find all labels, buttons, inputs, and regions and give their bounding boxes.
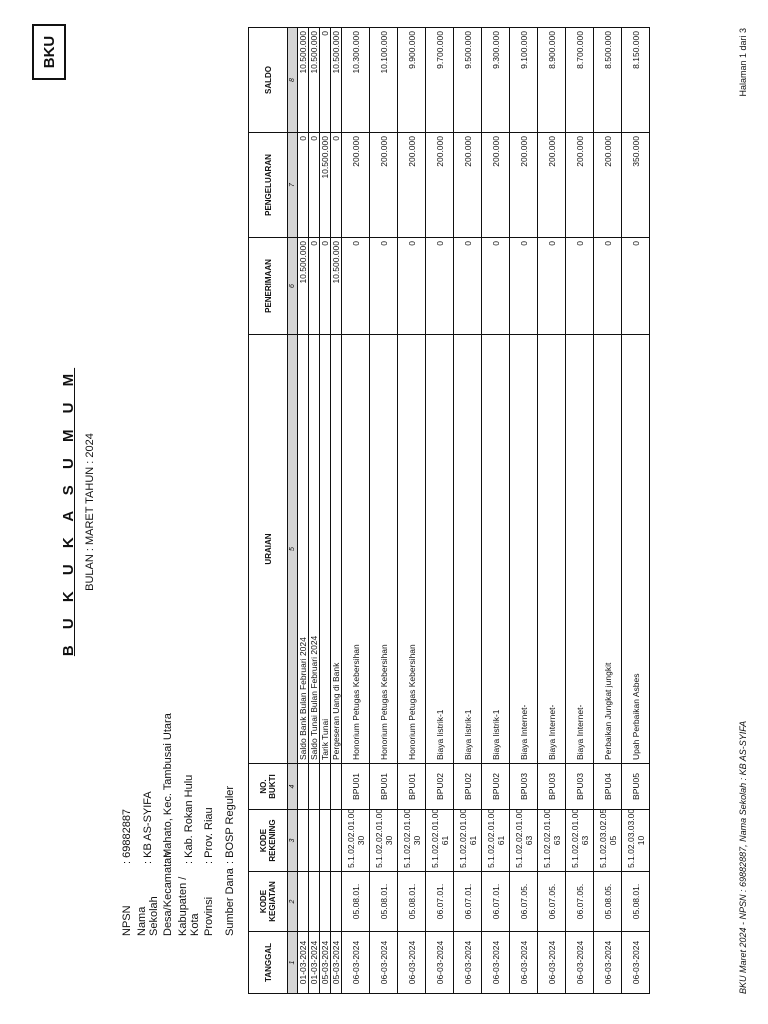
info-label: Sumber Dana [223,868,236,936]
cell-tanggal: 06-03-2024 [622,932,650,994]
cell-pengeluaran: 0 [331,133,342,238]
info-row [199,713,220,936]
cell-kode-kegiatan [320,872,331,932]
info-value: : KB AS-SYIFA [141,791,154,864]
header-kode-rekening: KODE REKENING [249,810,288,872]
cell-uraian: Honorium Petugas Kebersihan [398,335,426,764]
cell-kode-rekening [298,810,309,872]
cell-saldo: 10.500.000 [331,28,342,133]
cell-tanggal: 06-03-2024 [398,932,426,994]
cell-tanggal: 05-03-2024 [320,932,331,994]
cell-no-bukti [320,764,331,810]
cell-saldo: 8.900.000 [538,28,566,133]
cell-no-bukti [331,764,342,810]
cell-kode-rekening: 5.1.02.02.01.00 61 [482,810,510,872]
cell-kode-kegiatan [309,872,320,932]
document-subtitle: BULAN : MARET TAHUN : 2024 [84,433,96,591]
table-row [538,28,566,994]
header-kode-kegiatan: KODE KEGIATAN [249,872,288,932]
table-body [298,28,650,994]
cell-penerimaan: 0 [566,238,594,335]
bku-badge: BKU [32,24,66,80]
cell-penerimaan: 0 [454,238,482,335]
column-number: 7 [288,133,298,238]
header-saldo: SALDO [249,28,288,133]
cell-kode-rekening: 5.1.02.02.01.00 61 [426,810,454,872]
cell-penerimaan: 10.500.000 [298,238,309,335]
cell-penerimaan: 0 [510,238,538,335]
cell-tanggal: 06-03-2024 [454,932,482,994]
page-number: Halaman 1 dari 3 [738,28,748,97]
info-row [158,713,179,936]
table-row [510,28,538,994]
cell-no-bukti: BPU03 [510,764,538,810]
info-row [176,713,201,936]
cell-tanggal: 06-03-2024 [538,932,566,994]
cell-tanggal: 06-03-2024 [426,932,454,994]
table-row [342,28,370,994]
cell-uraian: Biaya listrik-1 [482,335,510,764]
info-label: Nama Sekolah [135,896,160,936]
cell-kode-rekening: 5.1.02.02.01.00 30 [370,810,398,872]
cell-uraian: Biaya Internet- [566,335,594,764]
cell-no-bukti: BPU03 [538,764,566,810]
cell-penerimaan: 0 [320,238,331,335]
info-row [117,713,138,936]
cell-penerimaan: 0 [622,238,650,335]
header-tanggal: TANGGAL [249,932,288,994]
cell-kode-rekening: 5.1.02.02.01.00 63 [566,810,594,872]
cell-no-bukti: BPU01 [398,764,426,810]
cell-kode-rekening [309,810,320,872]
cell-saldo: 9.100.000 [510,28,538,133]
cell-pengeluaran: 0 [298,133,309,238]
cell-no-bukti [298,764,309,810]
cell-penerimaan: 0 [426,238,454,335]
table-row [309,28,320,994]
cell-pengeluaran: 200.000 [398,133,426,238]
cell-kode-kegiatan: 05.08.05. [594,872,622,932]
document-title: B U K U K A S U M U M [60,367,77,657]
cell-uraian: Biaya listrik-1 [454,335,482,764]
column-number: 3 [288,810,298,872]
cell-saldo: 8.500.000 [594,28,622,133]
header-no-bukti: NO. BUKTI [249,764,288,810]
column-number: 5 [288,335,298,764]
cell-no-bukti: BPU01 [342,764,370,810]
table-header-row [249,28,288,994]
cell-pengeluaran: 200.000 [594,133,622,238]
cell-pengeluaran: 200.000 [538,133,566,238]
column-number: 2 [288,872,298,932]
table-row [370,28,398,994]
cell-tanggal: 06-03-2024 [482,932,510,994]
table-row [566,28,594,994]
footer-note: BKU Maret 2024 - NPSN : 69882887, Nama Sekolah : KB AS-SYIFA [738,720,748,994]
cell-kode-kegiatan: 05.08.01. [622,872,650,932]
cell-uraian: Upah Perbaikan Asbes [622,335,650,764]
cell-kode-rekening: 5.1.02.02.01.00 61 [454,810,482,872]
cell-pengeluaran: 200.000 [510,133,538,238]
cell-kode-rekening: 5.1.02.02.01.00 63 [510,810,538,872]
cell-penerimaan: 10.500.000 [331,238,342,335]
cell-pengeluaran: 200.000 [370,133,398,238]
cell-uraian: Perbaikan Jungkat jungkit [594,335,622,764]
cell-tanggal: 06-03-2024 [566,932,594,994]
cell-uraian: Honorium Petugas Kebersihan [370,335,398,764]
cell-no-bukti: BPU04 [594,764,622,810]
cell-tanggal: 06-03-2024 [594,932,622,994]
column-number-row [288,28,298,994]
cell-uraian: Biaya Internet- [538,335,566,764]
cell-kode-rekening: 5.1.02.02.01.00 63 [538,810,566,872]
cell-uraian: Saldo Bank Bulan Februari 2024 [298,335,309,764]
cell-tanggal: 01-03-2024 [309,932,320,994]
cell-penerimaan: 0 [370,238,398,335]
info-value: : Mahato, Kec. Tambusai Utara [162,713,175,864]
school-info [117,713,240,936]
cell-pengeluaran: 350.000 [622,133,650,238]
cell-penerimaan: 0 [482,238,510,335]
cell-kode-kegiatan: 06.07.05. [538,872,566,932]
cell-kode-rekening: 5.1.02.03.02.05 05 [594,810,622,872]
cell-penerimaan: 0 [538,238,566,335]
info-label: Provinsi [203,896,216,936]
cell-pengeluaran: 200.000 [566,133,594,238]
cell-kode-kegiatan [331,872,342,932]
info-value: : Kab. Rokan Hulu [182,774,195,864]
cell-kode-kegiatan: 06.07.01. [482,872,510,932]
cell-kode-rekening [331,810,342,872]
cell-no-bukti: BPU02 [426,764,454,810]
cell-kode-kegiatan [298,872,309,932]
column-number: 4 [288,764,298,810]
cell-pengeluaran: 200.000 [454,133,482,238]
column-number: 8 [288,28,298,133]
cell-pengeluaran: 200.000 [426,133,454,238]
cell-pengeluaran: 10.500.000 [320,133,331,238]
cell-no-bukti: BPU01 [370,764,398,810]
cell-uraian: Pergeseran Uang di Bank [331,335,342,764]
cell-tanggal: 06-03-2024 [510,932,538,994]
cell-kode-rekening: 5.1.02.02.01.00 30 [342,810,370,872]
cell-kode-kegiatan: 06.07.01. [454,872,482,932]
info-value: : BOSP Reguler [223,785,236,864]
info-row [135,713,160,936]
cell-kode-rekening: 5.1.02.03.03.00 10 [622,810,650,872]
cell-kode-kegiatan: 06.07.05. [566,872,594,932]
info-row [220,713,241,936]
cell-uraian: Honorium Petugas Kebersihan [342,335,370,764]
info-label: NPSN [121,905,134,936]
cell-saldo: 0 [320,28,331,133]
table-row [426,28,454,994]
cell-uraian: Tarik Tunai [320,335,331,764]
cell-kode-rekening [320,810,331,872]
cell-no-bukti [309,764,320,810]
cell-saldo: 8.150.000 [622,28,650,133]
table-row [331,28,342,994]
cell-saldo: 8.700.000 [566,28,594,133]
table-row [454,28,482,994]
cell-no-bukti: BPU03 [566,764,594,810]
column-number: 6 [288,238,298,335]
cell-uraian: Biaya listrik-1 [426,335,454,764]
header-pengeluaran: PENGELUARAN [249,133,288,238]
table-row [320,28,331,994]
column-number: 1 [288,932,298,994]
cell-penerimaan: 0 [342,238,370,335]
cell-kode-kegiatan: 06.07.05. [510,872,538,932]
cell-saldo: 10.500.000 [309,28,320,133]
cell-kode-kegiatan: 05.08.01. [398,872,426,932]
info-value: : 69882887 [121,808,134,864]
cell-uraian: Biaya Internet- [510,335,538,764]
cell-no-bukti: BPU05 [622,764,650,810]
cell-pengeluaran: 0 [309,133,320,238]
cell-uraian: Saldo Tunai Bulan Februari 2024 [309,335,320,764]
cell-tanggal: 01-03-2024 [298,932,309,994]
header-uraian: URAIAN [249,335,288,764]
cell-tanggal: 06-03-2024 [342,932,370,994]
cell-saldo: 9.700.000 [426,28,454,133]
cell-pengeluaran: 200.000 [342,133,370,238]
cell-tanggal: 05-03-2024 [331,932,342,994]
table-row [482,28,510,994]
cell-saldo: 10.100.000 [370,28,398,133]
cell-saldo: 10.300.000 [342,28,370,133]
bku-table [248,27,650,994]
cell-kode-rekening: 5.1.02.02.01.00 30 [398,810,426,872]
cell-saldo: 9.300.000 [482,28,510,133]
table-row [298,28,309,994]
cell-penerimaan: 0 [309,238,320,335]
table-row [398,28,426,994]
table-row [594,28,622,994]
cell-penerimaan: 0 [594,238,622,335]
cell-kode-kegiatan: 06.07.01. [426,872,454,932]
cell-tanggal: 06-03-2024 [370,932,398,994]
cell-kode-kegiatan: 05.08.01. [342,872,370,932]
cell-saldo: 10.500.000 [298,28,309,133]
info-value: : Prov. Riau [203,807,216,864]
info-label: Kabupaten / Kota [176,876,201,936]
cell-penerimaan: 0 [398,238,426,335]
cell-kode-kegiatan: 05.08.01. [370,872,398,932]
table-row [622,28,650,994]
cell-saldo: 9.500.000 [454,28,482,133]
cell-pengeluaran: 200.000 [482,133,510,238]
cell-no-bukti: BPU02 [482,764,510,810]
info-label: Desa/Kecamatan [162,851,175,936]
cell-no-bukti: BPU02 [454,764,482,810]
cell-saldo: 9.900.000 [398,28,426,133]
header-penerimaan: PENERIMAAN [249,238,288,335]
